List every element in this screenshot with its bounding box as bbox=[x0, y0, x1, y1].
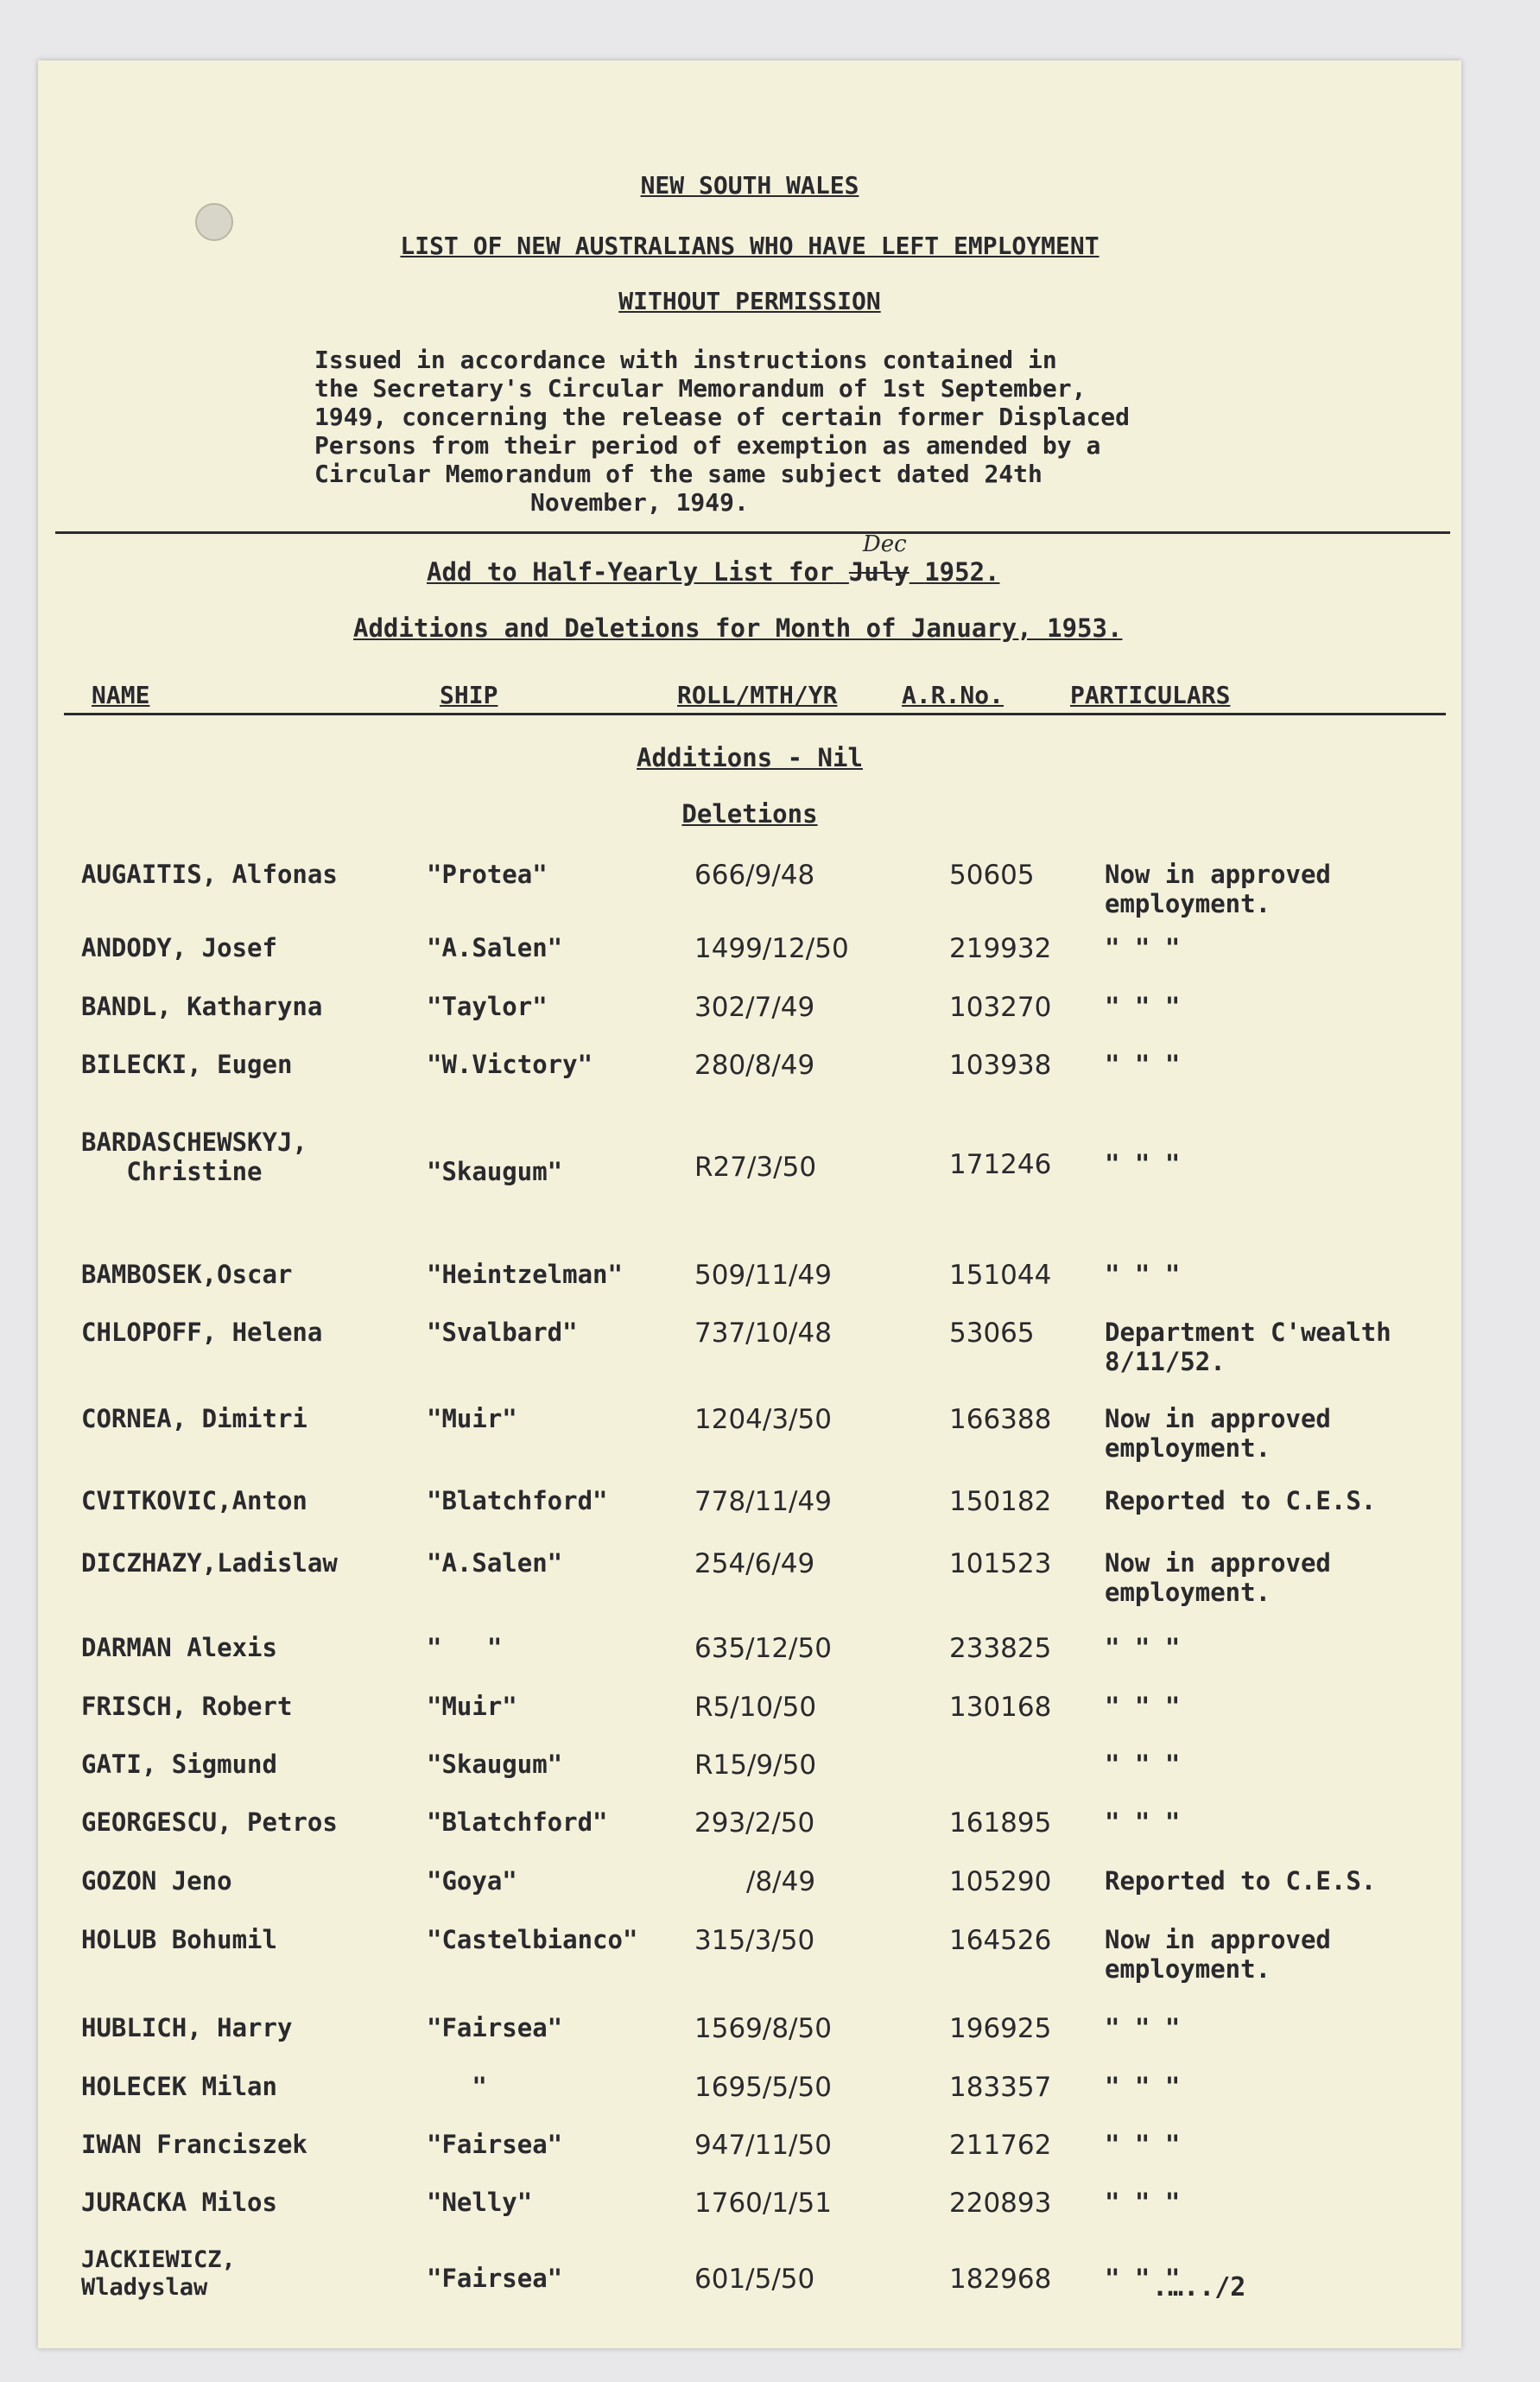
column-header-ar: A.R.No. bbox=[902, 681, 1004, 709]
row-particulars: " " " bbox=[1105, 2264, 1181, 2293]
row-roll: R5/10/50 bbox=[694, 1692, 817, 1723]
row-ship: "Fairsea" bbox=[427, 2264, 563, 2293]
table-row bbox=[38, 1548, 1461, 1607]
column-header-name: NAME bbox=[92, 681, 150, 709]
row-ship: "Nelly" bbox=[427, 2188, 533, 2217]
row-ship: "Fairsea" bbox=[427, 2013, 563, 2042]
row-ship: " " bbox=[427, 1633, 503, 1662]
row-ar-number: 151044 bbox=[949, 1260, 1052, 1291]
row-roll: 293/2/50 bbox=[694, 1807, 815, 1839]
table-row bbox=[38, 860, 1461, 918]
table-row bbox=[38, 2201, 1461, 2301]
row-name: BANDL, Katharyna bbox=[81, 992, 323, 1021]
table-row bbox=[38, 1925, 1461, 1984]
row-roll: 1695/5/50 bbox=[694, 2072, 832, 2103]
row-name: FRISCH, Robert bbox=[81, 1692, 293, 1721]
row-ship: "Skaugum" bbox=[427, 1157, 563, 1186]
row-roll: 778/11/49 bbox=[694, 1486, 832, 1517]
handwritten-insert: Dec bbox=[862, 531, 907, 557]
deletions-heading: Deletions bbox=[681, 799, 818, 829]
row-name: CVITKOVIC,Anton bbox=[81, 1486, 307, 1515]
table-row bbox=[38, 1486, 1461, 1538]
row-particulars: " " " bbox=[1105, 1692, 1181, 1721]
divider-columns bbox=[64, 713, 1446, 715]
additions-heading: Additions - Nil bbox=[637, 743, 863, 772]
row-roll: 315/3/50 bbox=[694, 1925, 815, 1956]
row-particulars: " " " bbox=[1105, 1807, 1181, 1837]
row-ar-number: 196925 bbox=[949, 2013, 1052, 2044]
table-row bbox=[38, 2130, 1461, 2182]
column-header-ship: SHIP bbox=[440, 681, 498, 709]
row-ar-number: 166388 bbox=[949, 1404, 1052, 1435]
row-ship: " bbox=[427, 2072, 487, 2101]
row-roll: 1760/1/51 bbox=[694, 2188, 832, 2219]
row-name: HUBLICH, Harry bbox=[81, 2013, 293, 2042]
row-roll: 509/11/49 bbox=[694, 1260, 832, 1291]
row-name: HOLUB Bohumil bbox=[81, 1925, 277, 1954]
row-ship: "W.Victory" bbox=[427, 1050, 593, 1079]
row-particulars: " " " bbox=[1105, 1149, 1181, 1178]
row-ship: "Protea" bbox=[427, 860, 548, 889]
row-ar-number: 103938 bbox=[949, 1050, 1052, 1081]
row-name: DICZHAZY,Ladislaw bbox=[81, 1548, 338, 1578]
row-ship: "Taylor" bbox=[427, 992, 548, 1021]
row-roll: 280/8/49 bbox=[694, 1050, 815, 1081]
row-name: AUGAITIS, Alfonas bbox=[81, 860, 338, 889]
row-particulars: Department C'wealth 8/11/52. bbox=[1105, 1318, 1391, 1376]
intro-line: Circular Memorandum of the same subject dated 24th bbox=[314, 460, 1043, 488]
table-row bbox=[38, 1318, 1461, 1376]
table-row bbox=[38, 1866, 1461, 1918]
row-roll: R27/3/50 bbox=[694, 1152, 817, 1183]
row-roll: 1204/3/50 bbox=[694, 1404, 832, 1435]
row-particulars: " " " bbox=[1105, 2072, 1181, 2101]
row-name: JACKIEWICZ, Wladyslaw bbox=[81, 2246, 236, 2301]
row-ar-number: 161895 bbox=[949, 1807, 1052, 1839]
row-roll: 302/7/49 bbox=[694, 992, 815, 1023]
row-particulars: Now in approved employment. bbox=[1105, 1548, 1331, 1607]
row-name: CHLOPOFF, Helena bbox=[81, 1318, 323, 1347]
row-roll: 601/5/50 bbox=[694, 2264, 815, 2295]
row-roll: 947/11/50 bbox=[694, 2130, 832, 2161]
table-row bbox=[38, 1750, 1461, 1801]
row-ship: "Goya" bbox=[427, 1866, 517, 1896]
table-row bbox=[38, 1127, 1461, 1197]
table-row bbox=[38, 2013, 1461, 2065]
row-ship: "A.Salen" bbox=[427, 1548, 563, 1578]
table-row bbox=[38, 1633, 1461, 1685]
row-name: BILECKI, Eugen bbox=[81, 1050, 293, 1079]
row-particulars: Now in approved employment. bbox=[1105, 1925, 1331, 1984]
row-ship: "Muir" bbox=[427, 1692, 517, 1721]
row-ship: "Castelbianco" bbox=[427, 1925, 638, 1954]
row-roll: 635/12/50 bbox=[694, 1633, 832, 1664]
list-heading-prefix: Add to Half-Yearly List for bbox=[427, 557, 834, 587]
row-particulars: " " " bbox=[1105, 2013, 1181, 2042]
struck-word: July bbox=[848, 557, 909, 587]
column-header-roll: ROLL/MTH/YR bbox=[677, 681, 838, 709]
row-ar-number: 53065 bbox=[949, 1318, 1035, 1349]
row-name: DARMAN Alexis bbox=[81, 1633, 277, 1662]
row-particulars: " " " bbox=[1105, 1050, 1181, 1079]
row-ar-number: 220893 bbox=[949, 2188, 1052, 2219]
row-ship: "Skaugum" bbox=[427, 1750, 563, 1779]
row-ar-number: 233825 bbox=[949, 1633, 1052, 1664]
row-ar-number: 182968 bbox=[949, 2264, 1052, 2295]
table-row bbox=[38, 2072, 1461, 2124]
row-roll: 737/10/48 bbox=[694, 1318, 832, 1349]
table-row bbox=[38, 1050, 1461, 1102]
row-particulars: " " " bbox=[1105, 933, 1181, 962]
row-particulars: " " " bbox=[1105, 2188, 1181, 2217]
row-ar-number: 105290 bbox=[949, 1866, 1052, 1897]
table-row bbox=[38, 1807, 1461, 1859]
row-particulars: Now in approved employment. bbox=[1105, 860, 1331, 918]
document-subtitle: WITHOUT PERMISSION bbox=[618, 287, 881, 315]
row-particulars: Now in approved employment. bbox=[1105, 1404, 1331, 1463]
row-particulars: " " " bbox=[1105, 1633, 1181, 1662]
table-row bbox=[38, 1404, 1461, 1463]
row-ar-number: 171246 bbox=[949, 1149, 1052, 1180]
intro-line: Persons from their period of exemption as amended by a bbox=[314, 431, 1101, 460]
row-particulars: Reported to C.E.S. bbox=[1105, 1486, 1377, 1515]
list-heading bbox=[427, 531, 1000, 587]
row-name: GATI, Sigmund bbox=[81, 1750, 277, 1779]
row-ship: "Fairsea" bbox=[427, 2130, 563, 2159]
table-row bbox=[38, 992, 1461, 1044]
row-name: ANDODY, Josef bbox=[81, 933, 277, 962]
row-ar-number: 50605 bbox=[949, 860, 1035, 891]
divider-top bbox=[55, 531, 1450, 534]
row-ship: "Svalbard" bbox=[427, 1318, 578, 1347]
row-name: CORNEA, Dimitri bbox=[81, 1404, 307, 1433]
row-ar-number: 219932 bbox=[949, 933, 1052, 964]
row-particulars: " " " bbox=[1105, 2130, 1181, 2159]
table-row bbox=[38, 1260, 1461, 1312]
row-ship: "Blatchford" bbox=[427, 1807, 608, 1837]
intro-line: Issued in accordance with instructions contained in bbox=[314, 346, 1057, 374]
row-name: JURACKA Milos bbox=[81, 2188, 277, 2217]
row-ship: "Blatchford" bbox=[427, 1486, 608, 1515]
row-ar-number: 211762 bbox=[949, 2130, 1052, 2161]
row-particulars: " " " bbox=[1105, 992, 1181, 1021]
row-name: IWAN Franciszek bbox=[81, 2130, 307, 2159]
intro-line: 1949, concerning the release of certain former Displaced bbox=[314, 403, 1131, 431]
row-particulars: " " " bbox=[1105, 1260, 1181, 1289]
row-ar-number: 103270 bbox=[949, 992, 1052, 1023]
row-roll: R15/9/50 bbox=[694, 1750, 817, 1781]
row-roll: 254/6/49 bbox=[694, 1548, 815, 1579]
row-name: GOZON Jeno bbox=[81, 1866, 232, 1896]
column-header-particulars: PARTICULARS bbox=[1070, 681, 1231, 709]
row-ship: "Heintzelman" bbox=[427, 1260, 623, 1289]
month-heading: Additions and Deletions for Month of January, 1953. bbox=[353, 613, 1123, 643]
row-ar-number: 183357 bbox=[949, 2072, 1052, 2103]
row-roll: 666/9/48 bbox=[694, 860, 815, 891]
state-heading: NEW SOUTH WALES bbox=[640, 171, 859, 200]
page-continuation: .…../2 bbox=[1152, 2272, 1246, 2303]
list-heading-year: 1952. bbox=[924, 557, 1000, 587]
document-page bbox=[38, 60, 1461, 2348]
row-name: BAMBOSEK,Oscar bbox=[81, 1260, 293, 1289]
row-ar-number: 101523 bbox=[949, 1548, 1052, 1579]
row-particulars: " " " bbox=[1105, 1750, 1181, 1779]
intro-line: November, 1949. bbox=[530, 488, 749, 517]
row-roll: /8/49 bbox=[746, 1866, 816, 1897]
row-roll: 1499/12/50 bbox=[694, 933, 849, 964]
row-name: BARDASCHEWSKYJ, Christine bbox=[81, 1127, 307, 1186]
row-ar-number: 130168 bbox=[949, 1692, 1052, 1723]
row-particulars: Reported to C.E.S. bbox=[1105, 1866, 1377, 1896]
row-ship: "A.Salen" bbox=[427, 933, 563, 962]
row-ar-number: 164526 bbox=[949, 1925, 1052, 1956]
table-row bbox=[38, 933, 1461, 985]
row-ar-number: 150182 bbox=[949, 1486, 1052, 1517]
intro-paragraph bbox=[314, 346, 1130, 517]
row-name: HOLECEK Milan bbox=[81, 2072, 277, 2101]
document-title: LIST OF NEW AUSTRALIANS WHO HAVE LEFT EMPLOYMENT bbox=[400, 232, 1100, 260]
row-roll: 1569/8/50 bbox=[694, 2013, 832, 2044]
row-name: GEORGESCU, Petros bbox=[81, 1807, 338, 1837]
row-ship: "Muir" bbox=[427, 1404, 517, 1433]
intro-line: the Secretary's Circular Memorandum of 1st September, bbox=[314, 374, 1087, 403]
table-row bbox=[38, 1692, 1461, 1744]
